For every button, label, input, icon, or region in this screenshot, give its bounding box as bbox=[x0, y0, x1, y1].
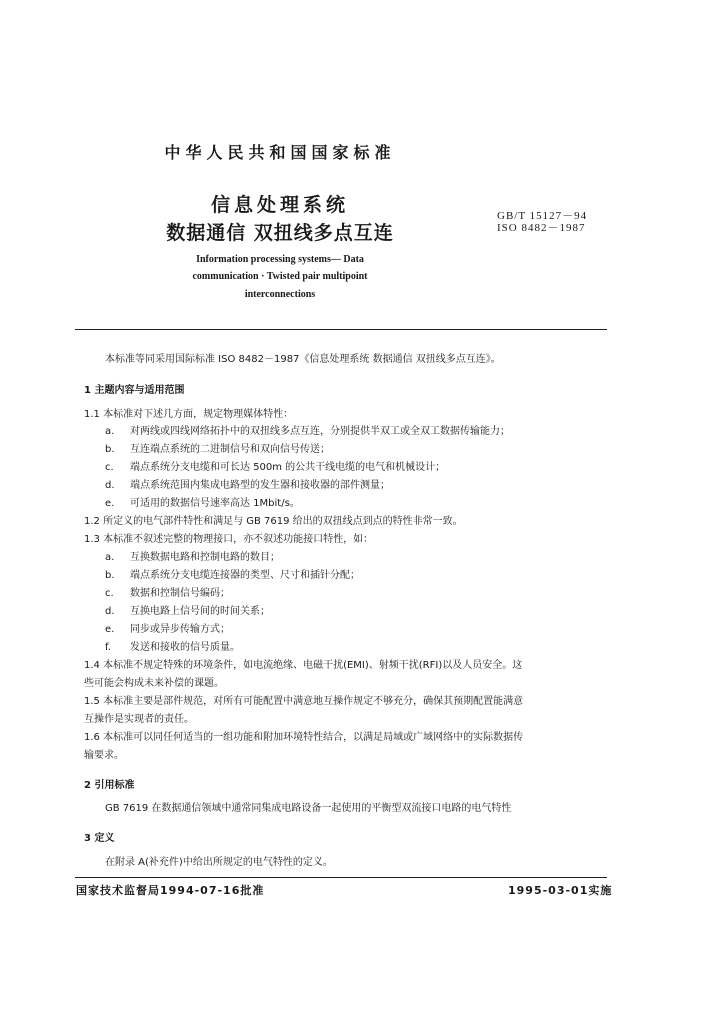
clause-1-5: 1.5 本标准主要是部件规范，对所有可能配置中满意地互操作规定不够充分，确保其预期配置能满意 bbox=[84, 696, 524, 707]
list-tag: d. bbox=[105, 606, 115, 617]
list-item-text: 发送和接收的信号质量。 bbox=[130, 642, 240, 653]
list-item bbox=[105, 479, 115, 492]
list-item-text: 同步或异步传输方式； bbox=[130, 624, 230, 635]
section-2-heading: 2 引用标准 bbox=[84, 780, 135, 791]
top-rule bbox=[75, 329, 607, 330]
clause-1-2: 1.2 所定义的电气部件特性和满足与 GB 7619 给出的双扭线点到点的特性非常一致。 bbox=[84, 516, 463, 527]
list-item bbox=[105, 461, 114, 474]
list-item bbox=[105, 587, 114, 600]
list-tag: a. bbox=[105, 552, 115, 563]
clause-1-6-cont: 输要求。 bbox=[84, 750, 124, 761]
clause-1-4-cont: 些可能会构成未来补偿的课题。 bbox=[84, 678, 224, 689]
list-item-text: 端点系统分支电缆连接器的类型、尺寸和插针分配； bbox=[130, 570, 360, 581]
clause-1-3: 1.3 本标准不叙述完整的物理接口，亦不叙述功能接口特性，如： bbox=[84, 534, 374, 545]
list-item bbox=[105, 443, 115, 456]
section-1-heading: 1 主题内容与适用范围 bbox=[84, 385, 185, 396]
approval-date: 国家技术监督局1994-07-16批准 bbox=[76, 884, 265, 897]
title-cn-line1: 信息处理系统 bbox=[210, 194, 349, 216]
list-tag: f. bbox=[105, 642, 111, 653]
list-tag: e. bbox=[105, 498, 115, 509]
list-item-text: 互换电路上信号间的时间关系； bbox=[130, 606, 270, 617]
list-tag: b. bbox=[105, 570, 115, 581]
list-item bbox=[105, 623, 114, 636]
list-item bbox=[105, 497, 114, 510]
national-standard-title: 中华人民共和国国家标准 bbox=[164, 143, 396, 162]
list-item bbox=[105, 425, 114, 438]
list-item-text: 互连端点系统的二进制信号和双向信号传送； bbox=[130, 444, 330, 455]
list-tag: c. bbox=[105, 462, 114, 473]
list-item-text: 端点系统分支电缆和可长达 500m 的公共干线电缆的电气和机械设计； bbox=[130, 462, 446, 473]
list-item-text: 端点系统范围内集成电路型的发生器和接收器的部件测量； bbox=[130, 480, 390, 491]
clause-1-6: 1.6 本标准可以同任何适当的一组功能和附加环境特性结合，以满足局域或广域网络中的实际数据传 bbox=[84, 732, 524, 743]
list-tag: b. bbox=[105, 444, 115, 455]
list-item-text: 数据和控制信号编码； bbox=[130, 588, 230, 599]
intro-paragraph: 本标准等同采用国际标准 ISO 8482－1987《信息处理系统 数据通信 双扭线多点互连》。 bbox=[105, 354, 501, 365]
definitions-text: 在附录 A(补充件)中给出所规定的电气特性的定义。 bbox=[105, 857, 333, 868]
title-en-line2: communication · Twisted pair multipoint bbox=[192, 271, 368, 282]
section-3-heading: 3 定义 bbox=[84, 833, 115, 844]
standard-number: GB/T 15127－94 bbox=[497, 210, 588, 222]
list-tag: a. bbox=[105, 426, 115, 437]
list-item bbox=[105, 641, 111, 654]
title-en-line1: Information processing systems— Data bbox=[196, 254, 364, 265]
normative-reference: GB 7619 在数据通信领域中通常同集成电路设备一起使用的平衡型双流接口电路的电气特性 bbox=[105, 803, 512, 814]
list-item-text: 对两线或四线网络拓扑中的双扭线多点互连，分别提供半双工或全双工数据传输能力； bbox=[130, 426, 510, 437]
list-tag: c. bbox=[105, 588, 114, 599]
list-item-text: 可适用的数据信号速率高达 1Mbit/s。 bbox=[130, 498, 300, 509]
effective-date: 1995-03-01实施 bbox=[508, 884, 613, 897]
clause-1-1: 1.1 本标准对下述几方面，规定物理媒体特性： bbox=[84, 409, 294, 420]
iso-number: ISO 8482－1987 bbox=[497, 222, 586, 234]
clause-1-4: 1.4 本标准不规定特殊的环境条件，如电流绝缘、电磁干扰(EMI)、射频干扰(RFI)以及人员安全。这 bbox=[84, 660, 523, 671]
bottom-rule bbox=[75, 877, 607, 878]
list-tag: d. bbox=[105, 480, 115, 491]
list-item-text: 互换数据电路和控制电路的数目； bbox=[130, 552, 280, 563]
title-cn-line2: 数据通信 双扭线多点互连 bbox=[166, 222, 394, 244]
list-tag: e. bbox=[105, 624, 115, 635]
clause-1-5-cont: 互操作是实现者的责任。 bbox=[84, 714, 194, 725]
title-en-line3: interconnections bbox=[244, 289, 316, 300]
list-item bbox=[105, 569, 115, 582]
list-item bbox=[105, 605, 115, 618]
list-item bbox=[105, 551, 114, 564]
